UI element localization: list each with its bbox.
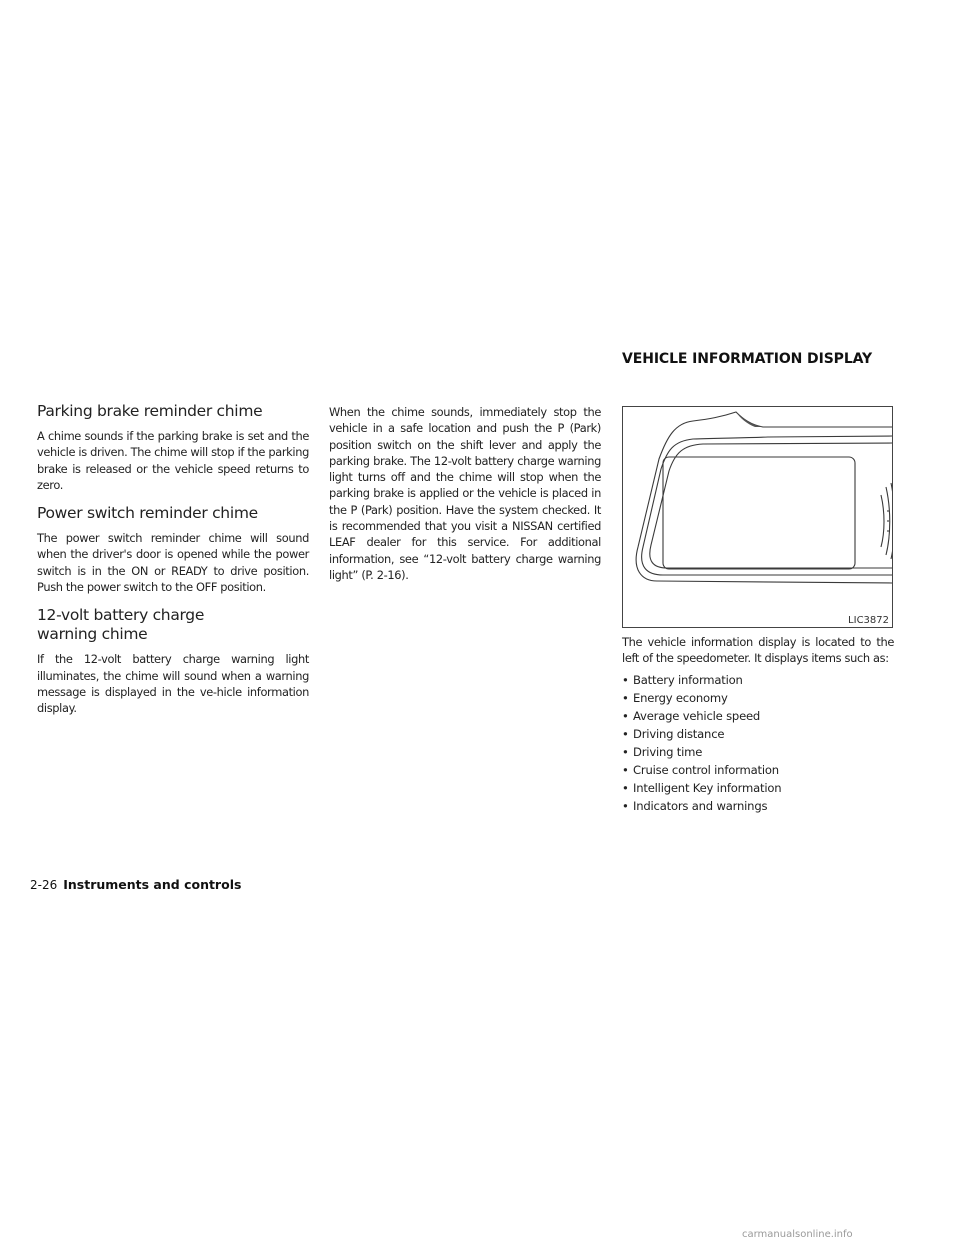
battery-chime-heading-line2: warning chime bbox=[37, 625, 148, 644]
parking-brake-body: A chime sounds if the parking brake is set and the vehicle is driven. The chime will stop if the parking brake is released or the vehicle speed returns to zero. bbox=[37, 429, 309, 492]
chime-action-body: When the chime sounds, immediately stop the vehicle in a safe location and push the P (Park) position switch on the shift lever and apply the parking brake. The 12-volt battery charge warning light turns off and the chime will stop when the parking brake is applied or the vehicle is placed in the P (Park) position. Have the system checked. It is recommended that you visit a NISSAN certified LEAF dealer for this service. For additional information, see “12-volt battery charge warning light” (P. 2-16). bbox=[329, 405, 601, 582]
column-middle bbox=[329, 404, 601, 583]
display-intro: The vehicle information display is located to the left of the speedometer. It displays items such as: bbox=[622, 635, 894, 666]
power-switch-body: The power switch reminder chime will sound when the driver's door is opened while the power switch is in the ON or READY to drive position. Push the power switch to the OFF position. bbox=[37, 531, 309, 595]
bullet-icon: • bbox=[622, 744, 629, 759]
list-item: • Average vehicle speed bbox=[622, 708, 761, 723]
battery-chime-heading bbox=[37, 606, 309, 644]
list-item: • Energy economy bbox=[622, 690, 728, 705]
bullet-icon: • bbox=[622, 798, 629, 813]
list-item: • Intelligent Key information bbox=[622, 780, 782, 795]
bullet-icon: • bbox=[622, 726, 629, 741]
section-title: VEHICLE INFORMATION DISPLAY bbox=[622, 351, 873, 367]
display-illustration bbox=[622, 406, 893, 628]
battery-chime-heading-line1: 12-volt battery charge bbox=[37, 606, 205, 625]
list-item: • Driving time bbox=[622, 744, 703, 759]
list-item: • Indicators and warnings bbox=[622, 798, 768, 813]
bullet-icon: • bbox=[622, 780, 629, 795]
list-item: • Battery information bbox=[622, 672, 743, 687]
parking-brake-heading: Parking brake reminder chime bbox=[37, 402, 263, 420]
watermark-link[interactable]: carmanualsonline.info bbox=[742, 1229, 853, 1240]
display-description bbox=[622, 634, 894, 815]
column-left bbox=[37, 402, 309, 728]
list-item: • Driving distance bbox=[622, 726, 725, 741]
bullet-icon: • bbox=[622, 690, 629, 705]
page-footer bbox=[30, 877, 241, 892]
bullet-icon: • bbox=[622, 762, 629, 777]
bullet-icon: • bbox=[622, 672, 629, 687]
battery-chime-body: If the 12-volt battery charge warning light illuminates, the chime will sound when a warning message is displayed in the ve-hicle information display. bbox=[37, 652, 309, 716]
display-feature-list bbox=[622, 671, 894, 815]
dashboard-display-drawing bbox=[623, 407, 893, 628]
power-switch-heading: Power switch reminder chime bbox=[37, 504, 258, 523]
figure-label: LIC3872 bbox=[848, 615, 889, 626]
list-item: • Cruise control information bbox=[622, 762, 779, 777]
page-number: 2-26 bbox=[30, 878, 58, 892]
bullet-icon: • bbox=[622, 708, 629, 723]
chapter-title: Instruments and controls bbox=[63, 877, 242, 892]
